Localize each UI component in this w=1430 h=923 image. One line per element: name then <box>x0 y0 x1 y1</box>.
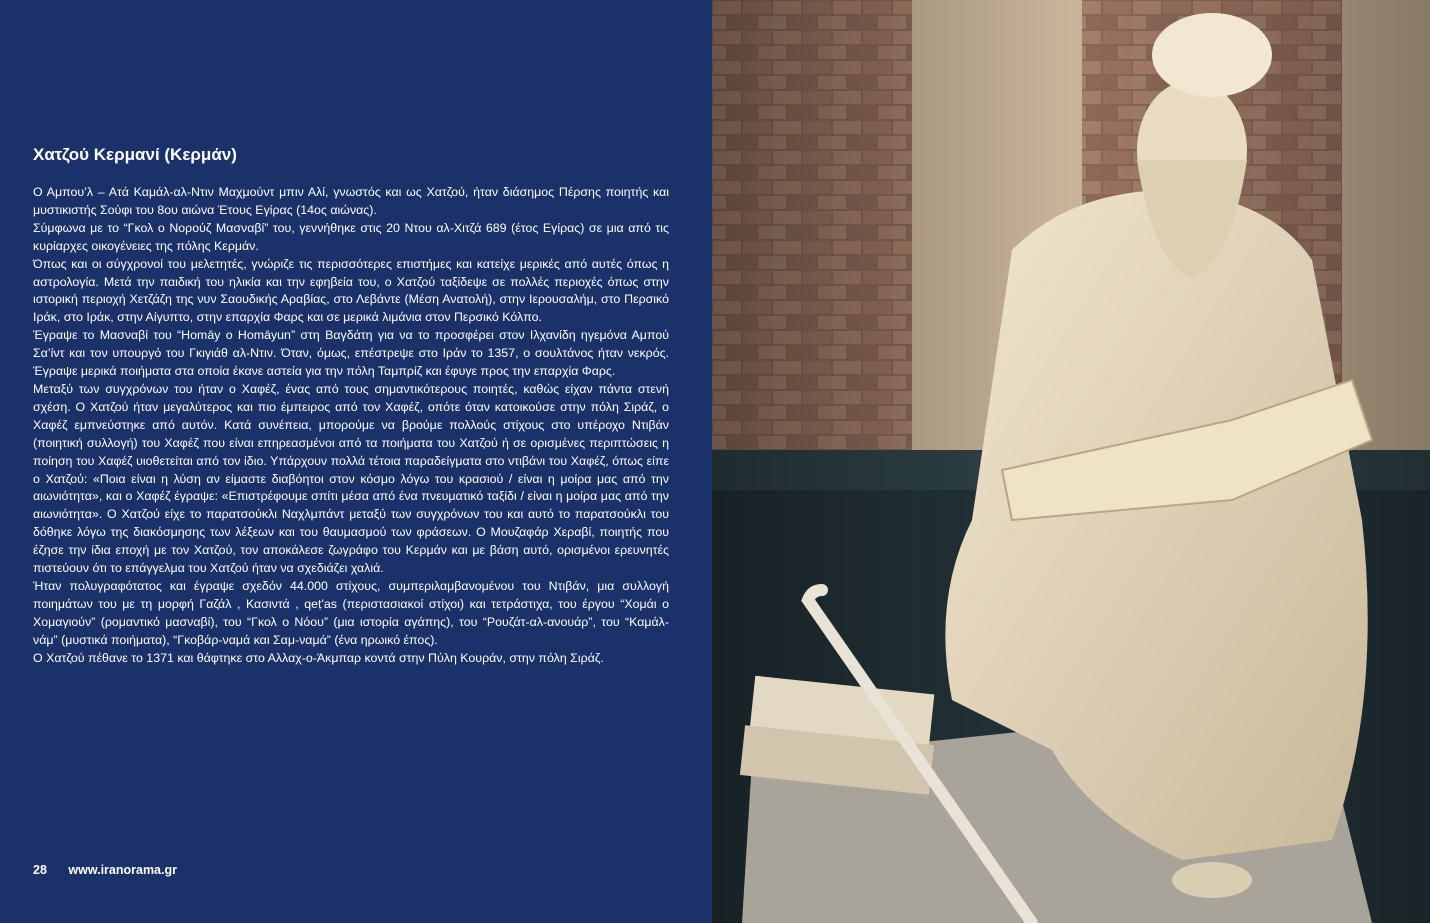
photo-page <box>712 0 1430 923</box>
page-footer <box>33 863 177 877</box>
website-link[interactable]: www.iranorama.gr <box>68 863 177 877</box>
page-number: 28 <box>33 863 47 877</box>
article-title: Χατζού Κερμανί (Κερμάν) <box>33 145 237 164</box>
text-page <box>0 0 712 923</box>
paragraph: Ήταν πολυγραφότατος και έγραψε σχεδόν 44.000 στίχους, συμπεριλαμβανομένου του Ντιβάν, μια συλλογή ποιημάτων του με τη μορφή Γαζάλ , Κασιντά , qeṭ'as (περιστασιακοί στίχοι) και τετράστιχα, του έργου “Χομάι ο Χομαγιούν” (ρομαντικό μασναβί), του “Γκολ ο Νόου” (μια ιστορία αγάπης), του “Ρουζάτ-αλ-ανουάρ”, του “Καμάλ-νάμ” (μυστικά ποιήματα), “Γκοβάρ-ναμά και Σαμ-ναμά” (ένα ηρωικό έπος). <box>33 578 669 647</box>
paragraph: Έγραψε το Μασναβί του “Homāy o Homāyun” στη Βαγδάτη για να το προσφέρει στον Ιλχανίδη ηγεμόνα Αμπού Σα’ίντ και τον υπουργό του Γκιγιάθ αλ-Ντιν. Όταν, όμως, επέστρεψε στο Ιράν το 1357, ο σουλτάνος ήταν νεκρός. Έγραψε μερικά ποιήματα στα οποία έκανε αστεία για την πόλη Ταμπρίζ και έφυγε προς την επαρχία Φαρς. <box>33 328 669 379</box>
paragraph: Ο Χατζού πέθανε το 1371 και θάφτηκε στο Αλλαχ-ο-Άκμπαρ κοντά στην Πύλη Κουράν, στην πόλη Σιράζ. <box>33 650 604 665</box>
statue-photo <box>712 0 1430 923</box>
article-body <box>33 184 669 667</box>
paragraph: Σύμφωνα με το “Γκολ ο Νορούζ Μασναβί” του, γεννήθηκε στις 20 Ντου αλ-Χιτζά 689 (έτος Εγίρας) σε μια από τις κυρίαρχες οικογένειες της πόλης Κερμάν. <box>33 220 669 253</box>
paragraph: Ο Αμπου’λ – Ατά Καμάλ-αλ-Ντιν Μαχμούντ μπιν Αλί, γνωστός και ως Χατζού, ήταν διάσημος Πέρσης ποιητής και μυστικιστής Σούφι του 8ου αιώνα Έτους Εγίρας (14ος αιώνας). <box>33 185 669 217</box>
paragraph: Όπως και οι σύγχρονοί του μελετητές, γνώριζε τις περισσότερες επιστήμες και κατείχε μερικές από αυτές όπως η αστρολογία. Μετά την παιδική του ηλικία και την εφηβεία του, ο Χατζού ταξίδεψε σε πολλές περιοχές όπως στην ιστορική περιοχή Χετζάζη της νυν Σαουδικής Αραβίας, στο Λεβάντε (Μέση Ανατολή), στην Ιερουσαλήμ, στο Περσικό Ιράκ, στο Ιράκ, στην Αίγυπτο, στην επαρχία Φαρς και σε μερικά λιμάνια στον Περσικό Κόλπο. <box>33 256 669 325</box>
paragraph: Μεταξύ των συγχρόνων του ήταν ο Χαφέζ, ένας από τους σημαντικότερους ποιητές, καθώς είχαν πάντα στενή σχέση. Ο Χατζού ήταν μεγαλύτερος και πιο έμπειρος από τον Χαφέζ, οπότε όταν κατοικούσε στην πόλη Σιράζ, ο Χαφέζ εμπνεύστηκε από αυτόν. Κατά συνέπεια, μπορούμε να βρούμε πολλούς στίχους στο υπέροχο Ντιβάν (ποιητική συλλογή) του Χαφέζ που είναι επηρεασμένοι από τα ποιήματα του Χατζού ή σε ορισμένες περιπτώσεις η ποίηση του Χαφέζ υιοθετείται από τον ίδιο. Υπάρχουν πολλά τέτοια παραδείγματα στο ντιβάνι του Χαφέζ, όπως είπε ο Χατζού: «Ποια είναι η λύση αν είμαστε διαβόητοι στον κόσμο λόγω του κρασιού / είναι η μοίρα μας από την αιωνιότητα», και ο Χαφέζ έγραψε: «Επιστρέφουμε σπίτι μέσα από ένα πνευματικό ταξίδι / είναι η μοίρα μας από την αιωνιότητα». Ο Χατζού είχε το παρατσούκλι Ναχλμπάντ μεταξύ των συγχρόνων του και αυτό το παρατσούκλι του δόθηκε λόγω της διακόσμησης των λέξεων και του θαυμασμού των φράσεων. Ο Μουζαφάρ Χεραβί, ποιητής που έζησε την ίδια εποχή με τον Χατζού, τον αποκάλεσε ζωγράφο του Κερμάν και με βάση αυτό, ορισμένοι ερευνητές πιστεύουν ότι το επάγγελμα του Χατζού ήταν να σχεδιάζει χαλιά. <box>33 381 669 576</box>
